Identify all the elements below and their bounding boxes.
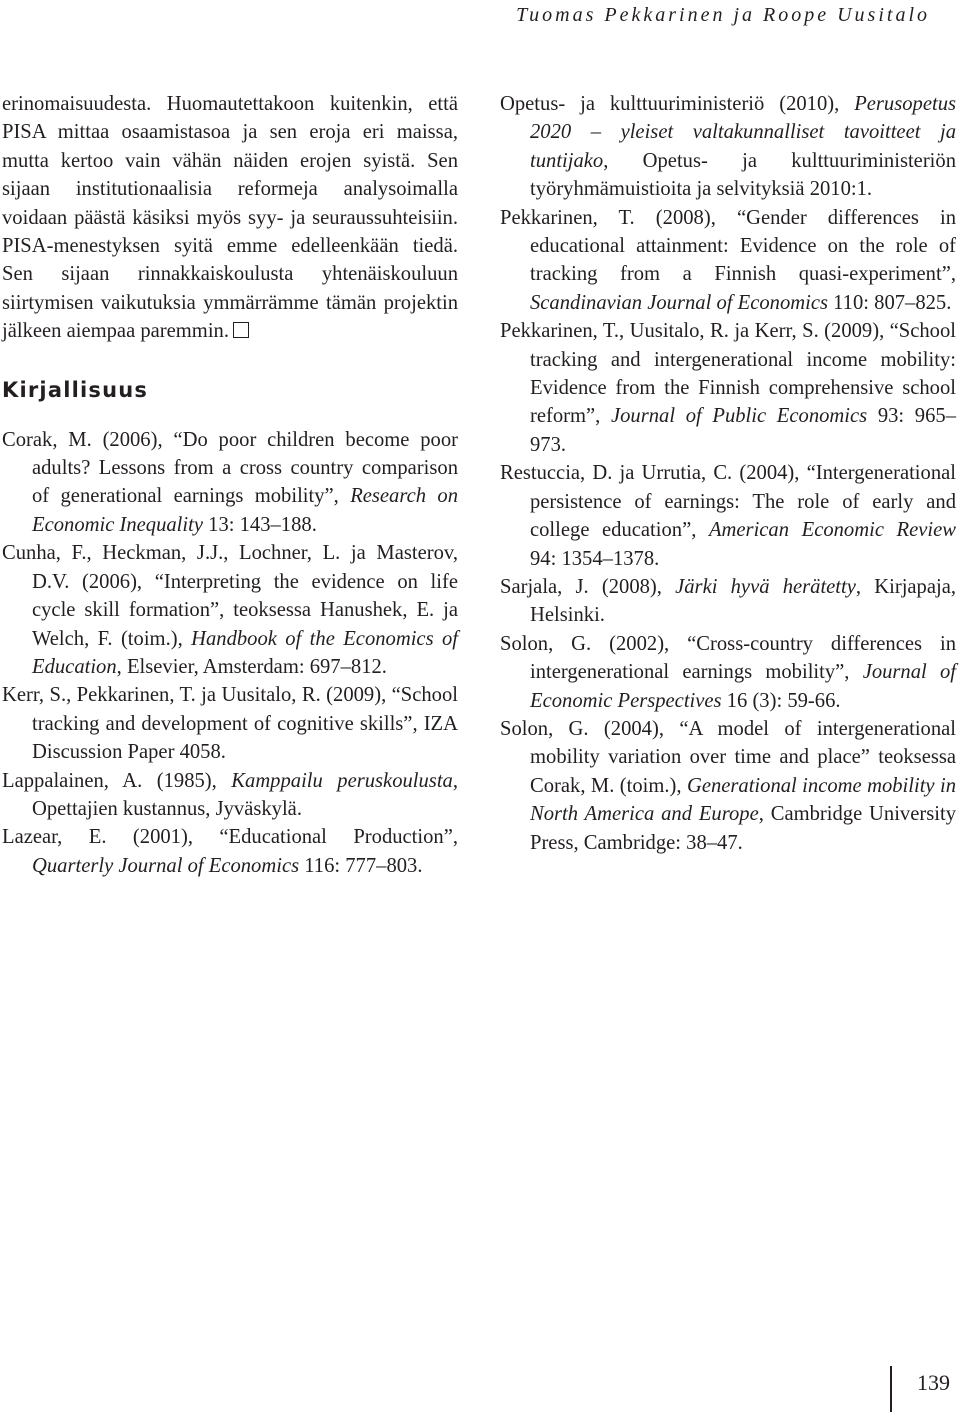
reference-details: 16 (3): 59-66.: [721, 689, 841, 712]
reference-list-right: [500, 90, 956, 857]
reference-item: [500, 317, 956, 459]
reference-details: 94: 1354–1378.: [530, 547, 660, 570]
reference-text: Pekkarinen, T. (2008), “Gender differences in educational attainment: Evidence on the role of tracking from a Finnish quasi-experiment”,: [500, 206, 956, 286]
reference-text: Corak, M. (2006), “Do poor children become poor adults? Lessons from a cross country comparison of generational earnings mobility”,: [2, 428, 458, 508]
reference-source-title: Kamppailu peruskoulusta: [231, 769, 453, 792]
reference-item: [500, 630, 956, 715]
reference-source-title: Järki hyvä herätetty: [675, 575, 856, 598]
reference-text: Sarjala, J. (2008),: [500, 575, 676, 598]
reference-details: , Opettajien kustannus, Jyväskylä.: [32, 769, 458, 820]
reference-details: , Opetus- ja kulttuuriministeriön työryhmämuistioita ja selvityksiä 2010:1.: [530, 149, 956, 201]
intro-paragraph: [2, 90, 458, 346]
reference-source-title: American Economic Review: [708, 519, 956, 542]
page-number: 139: [917, 1370, 950, 1395]
reference-item: [500, 573, 956, 630]
left-column: [2, 90, 458, 880]
reference-details: 110: 807–825.: [828, 291, 952, 314]
reference-details: 13: 143–188.: [203, 513, 317, 536]
reference-item: [500, 90, 956, 204]
reference-text: Cunha, F., Heckman, J.J., Lochner, L. ja Masterov, D.V. (2006), “Interpreting the evidence on life cycle skill formation”, teoksessa Hanushek, E. ja Welch, F. (toim.),: [2, 542, 458, 650]
end-of-article-mark: [233, 322, 249, 338]
reference-details: , Kirjapaja, Helsinki.: [530, 575, 957, 627]
reference-item: [2, 539, 458, 681]
reference-text: Kerr, S., Pekkarinen, T. ja Uusitalo, R. (2009), “School tracking and development of cognitive skills”, IZA Discussion Paper 4058.: [2, 684, 458, 764]
reference-source-title: Generational income mobility in North America and Europe: [530, 774, 956, 826]
reference-source-title: Scandinavian Journal of Economics: [530, 291, 828, 314]
reference-details: , Cambridge University Press, Cambridge: 38–47.: [530, 803, 956, 854]
reference-source-title: Research on Economic Inequality: [32, 485, 458, 536]
reference-text: Lappalainen, A. (1985),: [2, 769, 232, 792]
reference-source-title: Quarterly Journal of Economics: [32, 854, 300, 877]
page-number-rule: [890, 1366, 892, 1412]
reference-item: [500, 204, 956, 318]
reference-item: [500, 715, 956, 857]
reference-text: Restuccia, D. ja Urrutia, C. (2004), “Intergenerational persistence of earnings: The role of early and college education”,: [500, 462, 956, 542]
reference-item: [2, 823, 458, 880]
reference-item: [2, 681, 458, 766]
reference-text: Pekkarinen, T., Uusitalo, R. ja Kerr, S. (2009), “School tracking and intergenerational income mobility: Evidence from the Finnish comprehensive school reform”,: [500, 320, 956, 428]
section-heading: Kirjallisuus: [2, 377, 149, 402]
intro-text: erinomaisuudesta. Huomautettakoon kuitenkin, että PISA mittaa osaamistasoa ja sen eroja eri maissa, mutta kertoo vain vähän näiden erojen syistä. Sen sijaan institutionaalisia reformeja analysoimalla voidaan päästä käsiksi myös syy- ja seuraussuhteisiin. PISA-menestyksen syitä emme edelleenkään tiedä. Sen sijaan rinnakkaiskoulusta yhtenäiskouluun siirtymisen vaikutuksia ymmärrämme tämän projektin jälkeen aiempaa paremmin.: [2, 93, 458, 343]
reference-source-title: Journal of Economic Perspectives: [530, 661, 957, 712]
reference-text: Solon, G. (2002), “Cross-country differences in intergenerational earnings mobility”,: [500, 632, 956, 684]
right-column: [500, 90, 956, 857]
reference-source-title: Perusopetus 2020 – yleiset valtakunnalliset tavoitteet ja tuntijako: [530, 93, 956, 172]
reference-source-title: Journal of Public Economics: [610, 405, 868, 428]
running-header: Tuomas Pekkarinen ja Roope Uusitalo: [516, 4, 930, 26]
reference-details: 93: 965–973.: [530, 405, 956, 456]
reference-text: Lazear, E. (2001), “Educational Production”,: [2, 826, 458, 849]
reference-item: [500, 459, 956, 573]
reference-details: 116: 777–803.: [299, 854, 423, 877]
reference-list-left: [2, 426, 458, 881]
reference-item: [2, 767, 458, 824]
reference-details: , Elsevier, Amsterdam: 697–812.: [116, 655, 387, 678]
reference-source-title: Handbook of the Economics of Education: [32, 627, 458, 678]
reference-text: Solon, G. (2004), “A model of intergenerational mobility variation over time and place” teoksessa Corak, M. (toim.),: [500, 717, 956, 797]
reference-item: [2, 426, 458, 540]
reference-text: Opetus- ja kulttuuriministeriö (2010),: [500, 93, 855, 115]
